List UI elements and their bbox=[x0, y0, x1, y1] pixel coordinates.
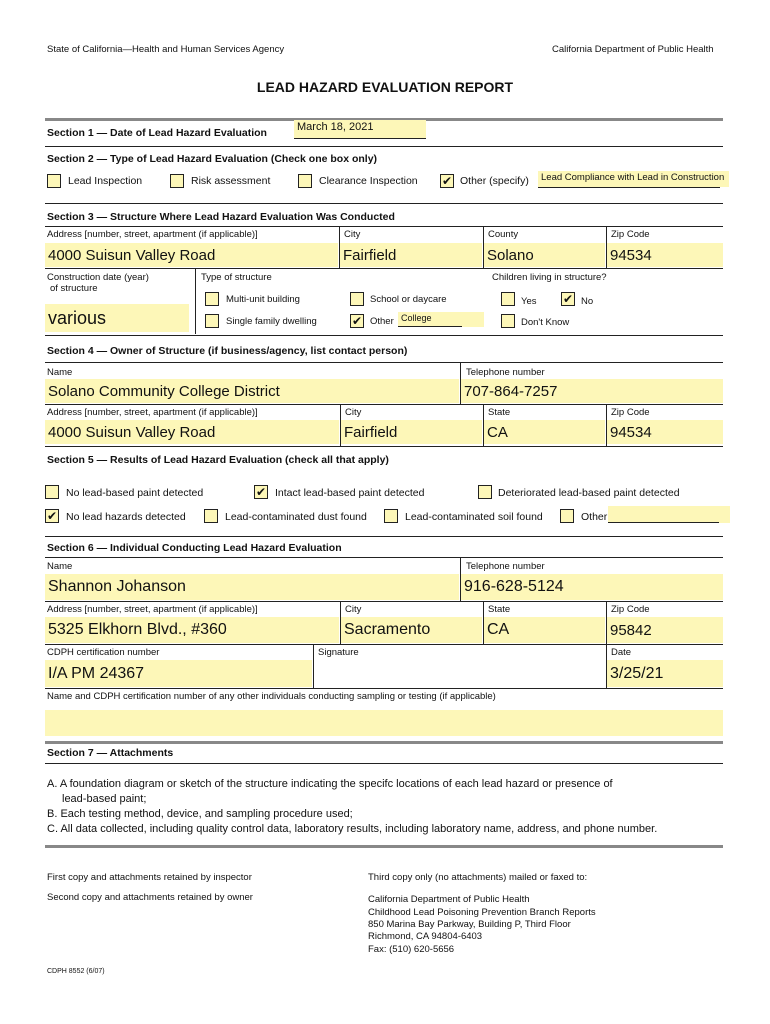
mail-address-line-4: Richmond, CA 94804-6403 bbox=[368, 931, 483, 942]
date-label: Date bbox=[611, 647, 632, 658]
evaluation-date-field[interactable]: March 18, 2021 bbox=[294, 120, 426, 138]
section-7-label: Section 7 — Attachments bbox=[47, 747, 174, 759]
divider bbox=[45, 335, 723, 336]
owner-address-label: Address [number, street, apartment (if applicable)] bbox=[47, 407, 258, 418]
inspector-address-label: Address [number, street, apartment (if applicable)] bbox=[47, 604, 258, 615]
inspector-name-label: Name bbox=[47, 561, 73, 572]
soil-checkbox[interactable] bbox=[384, 509, 398, 523]
section-6-label: Section 6 — Individual Conducting Lead Hazard Evaluation bbox=[47, 542, 342, 554]
structure-type-label: Type of structure bbox=[201, 272, 272, 283]
divider bbox=[45, 536, 723, 537]
other-result-label: Other bbox=[581, 511, 608, 523]
structure-county-field[interactable]: Solano bbox=[484, 243, 605, 267]
mail-address-line-2: Childhood Lead Poisoning Prevention Branch Reports bbox=[368, 907, 596, 918]
divider bbox=[45, 741, 723, 744]
school-daycare-label: School or daycare bbox=[370, 294, 447, 305]
no-hazards-label: No lead hazards detected bbox=[66, 511, 186, 523]
divider bbox=[45, 601, 723, 602]
no-hazards-checkbox[interactable]: ✔ bbox=[46, 509, 58, 523]
agency-name: State of California—Health and Human Services Agency bbox=[47, 44, 285, 55]
signature-label: Signature bbox=[318, 647, 359, 658]
mail-address-line-3: 850 Marina Bay Parkway, Building P, Third Floor bbox=[368, 919, 571, 930]
soil-label: Lead-contaminated soil found bbox=[405, 511, 543, 523]
other-type-checkbox[interactable]: ✔ bbox=[441, 174, 453, 188]
section-3-label: Section 3 — Structure Where Lead Hazard Evaluation Was Conducted bbox=[47, 211, 395, 223]
structure-city-field[interactable]: Fairfield bbox=[340, 243, 482, 267]
intact-lbp-checkbox[interactable]: ✔ bbox=[255, 485, 267, 499]
section-1-label: Section 1 — Date of Lead Hazard Evaluation bbox=[47, 127, 267, 139]
children-no-checkbox[interactable]: ✔ bbox=[562, 292, 574, 306]
inspector-state-label: State bbox=[488, 604, 511, 615]
owner-zip-label: Zip Code bbox=[611, 407, 650, 418]
other-result-checkbox[interactable] bbox=[560, 509, 574, 523]
other-individuals-field[interactable] bbox=[45, 710, 723, 736]
divider bbox=[45, 644, 723, 645]
department-name: California Department of Public Health bbox=[552, 44, 714, 55]
owner-state-field[interactable]: CA bbox=[484, 420, 605, 444]
mail-address-line-1: California Department of Public Health bbox=[368, 894, 530, 905]
other-structure-field[interactable]: College bbox=[398, 312, 484, 327]
inspector-city-field[interactable]: Sacramento bbox=[341, 617, 482, 643]
section-2-label: Section 2 — Type of Lead Hazard Evaluation (Check one box only) bbox=[47, 153, 378, 165]
owner-name-label: Name bbox=[47, 367, 73, 378]
children-dont-know-label: Don't Know bbox=[521, 317, 570, 328]
divider bbox=[313, 644, 314, 688]
multi-unit-label: Multi-unit building bbox=[226, 294, 300, 305]
first-copy-text: First copy and attachments retained by inspector bbox=[47, 872, 252, 883]
owner-telephone-label: Telephone number bbox=[466, 367, 545, 378]
structure-address-label: Address [number, street, apartment (if applicable)] bbox=[47, 229, 258, 240]
no-lbp-checkbox[interactable] bbox=[45, 485, 59, 499]
lead-inspection-label: Lead Inspection bbox=[68, 175, 143, 187]
children-dont-know-checkbox[interactable] bbox=[501, 314, 515, 328]
certification-field[interactable]: I/A PM 24367 bbox=[45, 660, 312, 687]
second-copy-text: Second copy and attachments retained by owner bbox=[47, 892, 253, 903]
divider bbox=[45, 763, 723, 764]
inspector-city-label: City bbox=[345, 604, 362, 615]
inspector-address-field[interactable]: 5325 Elkhorn Blvd., #360 bbox=[45, 617, 339, 643]
section-5-label: Section 5 — Results of Lead Hazard Evaluation (check all that apply) bbox=[47, 454, 389, 466]
school-daycare-checkbox[interactable] bbox=[350, 292, 364, 306]
single-family-label: Single family dwelling bbox=[226, 316, 317, 327]
owner-address-field[interactable]: 4000 Suisun Valley Road bbox=[45, 420, 339, 444]
structure-zip-label: Zip Code bbox=[611, 229, 650, 240]
page-title: LEAD HAZARD EVALUATION REPORT bbox=[256, 79, 514, 95]
divider bbox=[45, 557, 723, 558]
structure-city-label: City bbox=[344, 229, 361, 240]
construction-date-field[interactable]: various bbox=[45, 304, 189, 332]
attachment-c: C. All data collected, including quality control data, laboratory results, including laboratory name, address, and phone number. bbox=[47, 823, 658, 835]
other-type-field[interactable]: Lead Compliance with Lead in Construction bbox=[538, 171, 729, 187]
no-lbp-label: No lead-based paint detected bbox=[66, 487, 204, 499]
inspector-name-field[interactable]: Shannon Johanson bbox=[45, 574, 459, 600]
section-4-label: Section 4 — Owner of Structure (if business/agency, list contact person) bbox=[47, 345, 408, 357]
owner-zip-field[interactable]: 94534 bbox=[607, 420, 723, 444]
structure-county-label: County bbox=[488, 229, 519, 240]
structure-zip-field[interactable]: 94534 bbox=[607, 243, 723, 267]
attachment-a: A. A foundation diagram or sketch of the structure indicating the specifc locations of each lead hazard or presence of bbox=[47, 778, 613, 790]
owner-city-label: City bbox=[345, 407, 362, 418]
risk-assessment-checkbox[interactable] bbox=[170, 174, 184, 188]
risk-assessment-label: Risk assessment bbox=[191, 175, 271, 187]
divider bbox=[45, 146, 723, 147]
owner-telephone-field[interactable]: 707-864-7257 bbox=[461, 379, 723, 403]
divider bbox=[195, 268, 196, 334]
underline bbox=[294, 138, 426, 139]
structure-address-field[interactable]: 4000 Suisun Valley Road bbox=[45, 243, 338, 267]
single-family-checkbox[interactable] bbox=[205, 314, 219, 328]
inspector-state-field[interactable]: CA bbox=[484, 617, 605, 643]
divider bbox=[45, 362, 723, 363]
children-yes-label: Yes bbox=[521, 296, 537, 307]
divider bbox=[45, 203, 723, 204]
divider bbox=[45, 446, 723, 447]
third-copy-text: Third copy only (no attachments) mailed or faxed to: bbox=[368, 872, 588, 883]
children-yes-checkbox[interactable] bbox=[501, 292, 515, 306]
divider bbox=[45, 845, 723, 848]
other-result-field[interactable] bbox=[608, 506, 730, 523]
divider bbox=[45, 268, 723, 269]
owner-city-field[interactable]: Fairfield bbox=[341, 420, 482, 444]
date-field[interactable]: 3/25/21 bbox=[607, 660, 723, 687]
fax-number: Fax: (510) 620-5656 bbox=[368, 944, 455, 955]
clearance-inspection-checkbox[interactable] bbox=[298, 174, 312, 188]
deteriorated-lbp-label: Deteriorated lead-based paint detected bbox=[498, 487, 680, 499]
certification-label: CDPH certification number bbox=[47, 647, 160, 658]
inspector-zip-field[interactable]: 95842 bbox=[607, 617, 723, 643]
other-individuals-label: Name and CDPH certification number of any other individuals conducting sampling or testing (if applicable) bbox=[47, 691, 496, 702]
owner-state-label: State bbox=[488, 407, 511, 418]
owner-name-field[interactable]: Solano Community College District bbox=[45, 379, 459, 403]
children-no-label: No bbox=[581, 296, 594, 307]
construction-date-label-2: of structure bbox=[50, 283, 98, 294]
other-structure-label: Other bbox=[370, 316, 394, 327]
dust-checkbox[interactable] bbox=[204, 509, 218, 523]
attachment-b: B. Each testing method, device, and sampling procedure used; bbox=[47, 808, 353, 820]
underline bbox=[398, 326, 462, 327]
underline bbox=[608, 522, 719, 523]
clearance-inspection-label: Clearance Inspection bbox=[319, 175, 418, 187]
divider bbox=[45, 688, 723, 689]
other-structure-checkbox[interactable]: ✔ bbox=[351, 314, 363, 328]
inspector-zip-label: Zip Code bbox=[611, 604, 650, 615]
form-number: CDPH 8552 (6/07) bbox=[47, 968, 105, 975]
multi-unit-checkbox[interactable] bbox=[205, 292, 219, 306]
intact-lbp-label: Intact lead-based paint detected bbox=[275, 487, 425, 499]
inspector-telephone-field[interactable]: 916-628-5124 bbox=[461, 574, 723, 600]
dust-label: Lead-contaminated dust found bbox=[225, 511, 367, 523]
divider bbox=[45, 404, 723, 405]
construction-date-label: Construction date (year) bbox=[47, 272, 149, 283]
underline bbox=[538, 187, 720, 188]
divider bbox=[45, 226, 723, 227]
other-type-label: Other (specify) bbox=[460, 175, 529, 187]
lead-inspection-checkbox[interactable] bbox=[47, 174, 61, 188]
attachment-a-cont: lead-based paint; bbox=[62, 793, 147, 805]
deteriorated-lbp-checkbox[interactable] bbox=[478, 485, 492, 499]
children-living-label: Children living in structure? bbox=[492, 272, 607, 283]
inspector-telephone-label: Telephone number bbox=[466, 561, 545, 572]
